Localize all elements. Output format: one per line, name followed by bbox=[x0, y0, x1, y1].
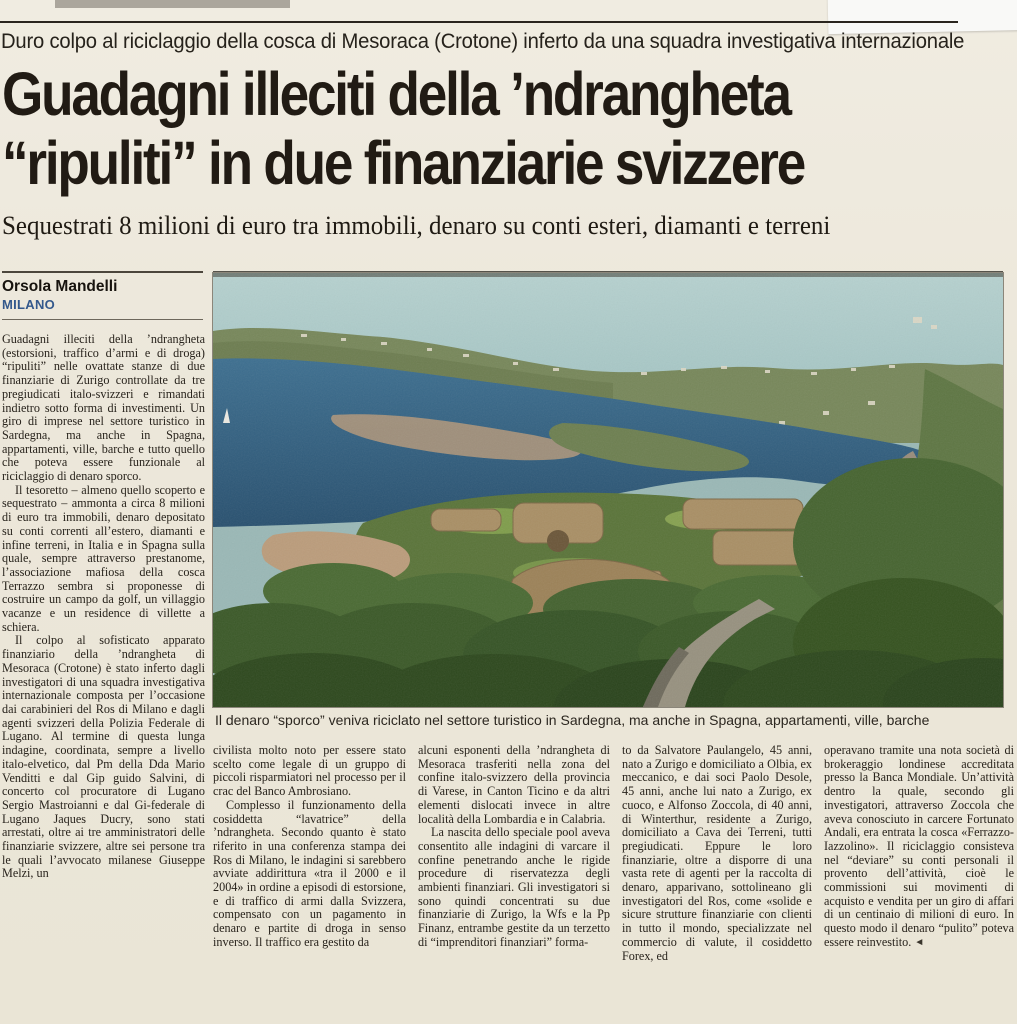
scan-artifact bbox=[55, 0, 290, 8]
article-column-4 bbox=[622, 744, 812, 1024]
kicker: Duro colpo al riciclaggio della cosca di Mesoraca (Crotone) inferto da una squadra investigativa internazionale bbox=[1, 29, 965, 53]
paragraph: Guadagni illeciti della ’ndrangheta (estorsioni, traffico d’armi e di droga) “ripuliti” nelle ovattate stanze di due finanziarie di Zurigo controllate da tre pregiudicati italo-svizzeri e rimandati indietro sotto forma di investimenti. Un giro di imprese nel settore turistico in Sardegna, ma anche in Spagna, appartamenti, ville, barche e tutto quello che poteva essere funzionale al riciclaggio di denaro sporco. bbox=[2, 333, 205, 484]
paragraph: Complesso il funzionamento della cosiddetta “lavatrice” della ’ndrangheta. Secondo quanto è stato riferito in una conferenza stampa dei Ros di Milano, le indagini si sarebbero avviate addirittura «tra il 2000 e il 2004» in ordine a episodi di estorsione, e di traffico di armi dalla Svizzera, compensato con un pagamento in denaro e partite di droga in senso inverso. Il traffico era gestito da bbox=[213, 797, 406, 949]
byline-author: Orsola Mandelli bbox=[2, 278, 118, 295]
paragraph: alcuni esponenti della ’ndrangheta di Mesoraca trasferiti nella zona del confine italo-svizzero della provincia di Varese, in Canton Ticino e da altri elementi dislocati invece in altre località della Lombardia e in Calabria. bbox=[418, 744, 610, 826]
paragraph: Il colpo al sofisticato apparato finanziario della ’ndrangheta di Mesoraca (Crotone) è stato inferto dagli investigatori di una squadra investigativa internazionale composta per l’occasione dai carabinieri del Ros di Milano e dagli agenti svizzeri della Polizia Federale di Lugano. Al termine di questa lunga indagine, coordinata, sempre a livello italo-elvetico, dal Pm della Dda Mario Venditti e dal Gip guido Salvini, di concerto col procuratore di Lugano Sergio Mastroianni e dal Gi-federale di Lugano Jaques Ducry, sono stati arrestati, oltre ai tre amministratori delle finanziarie svizzere, altre sei persone tra le quali l’avvocato milanese Giuseppe Melzi, un bbox=[2, 633, 205, 881]
photo-edge bbox=[213, 273, 1003, 277]
headline-line1: Guadagni illeciti della ’ndrangheta bbox=[2, 60, 790, 128]
paragraph bbox=[824, 744, 1014, 950]
subhead: Sequestrati 8 milioni di euro tra immobili, denaro su conti esteri, diamanti e terreni bbox=[2, 211, 831, 240]
article-photo bbox=[213, 273, 1003, 707]
article-column-1 bbox=[2, 333, 205, 1024]
article-column-5 bbox=[824, 744, 1014, 1024]
headline-line2: “ripuliti” in due finanziarie svizzere bbox=[2, 129, 805, 197]
photo-caption: Il denaro “sporco” veniva riciclato nel settore turistico in Sardegna, ma anche in Spagna, appartamenti, ville, barche bbox=[215, 712, 930, 728]
divider bbox=[0, 21, 958, 23]
headline bbox=[2, 60, 924, 198]
end-of-article-marker: ◄ bbox=[914, 936, 925, 948]
paragraph-text: operavano tramite una nota società di brokeraggio londinese accreditata presso la Banca Mondiale. Un’attività dentro la quale, secondo gli investigatori, attraverso Zoccola che aveva conosciuto in carcere Fortunato Andali, era entrata la cosca «Ferrazzo-Iazzolino». Il riciclaggio consisteva nel “deviare” su conti personali il provento dell’attività, cioè le commissioni sui movimenti di acquisto e vendita per un giro di affari di un centinaio di milioni di euro. In questo modo il denaro “pulito” poteva essere reinvestito. bbox=[824, 744, 1014, 949]
byline-location: MILANO bbox=[2, 297, 56, 312]
paragraph: civilista molto noto per essere stato scelto come legale di un gruppo di piccoli risparmiatori nel processo per il crac del Banco Ambrosiano. bbox=[213, 744, 406, 799]
sardinia-coast-aerial-photo bbox=[213, 273, 1003, 707]
article-column-3 bbox=[418, 744, 610, 1024]
article-column-2 bbox=[213, 744, 406, 1024]
paragraph: La nascita dello speciale pool aveva consentito alle indagini di varcare il confine penetrando anche le rigide procedure di riservatezza degli ambienti finanziari. Gli investigatori si sono quindi concentrati su due finanziarie di Zurigo, la Wfs e la Pp Finanz, entrambe gestite da un terzetto di “imprenditori finanziari” forma- bbox=[418, 825, 610, 949]
paragraph: to da Salvatore Paulangelo, 45 anni, nato a Zurigo e domiciliato a Olbia, ex meccanico, e dai soci Paolo Desole, 45 anni, anche lui nato a Zurigo, ex cuoco, e Alfonso Zoccola, di 40 anni, di Winterthur, residente a Zurigo, domiciliato a Cava dei Terreni, tutti pregiudicati. Eppure le loro finanziarie, oltre a disporre di una vasta rete di agenti per la raccolta di denaro, apparivano, sottolineano gli investigatori del Ros, come «solide e sicure strutture finanziarie con clienti in tutto il mondo, specializzate nel commercio di valute, il cosiddetto Forex, ed bbox=[622, 744, 812, 963]
paragraph: Il tesoretto – almeno quello scoperto e sequestrato – ammonta a circa 8 milioni di euro tra immobili, denaro depositato su conti correnti all’estero, diamanti e infine terreni, in Italia e in Spagna sulla quale, sempre attraverso prestanome, l’associazione mafiosa della cosca Terrazzo sembra si proponesse di costruire un campo da golf, un villaggio vacanze e un residence di villette a schiera. bbox=[2, 482, 205, 634]
byline bbox=[2, 271, 203, 320]
villa-arch bbox=[547, 530, 569, 552]
